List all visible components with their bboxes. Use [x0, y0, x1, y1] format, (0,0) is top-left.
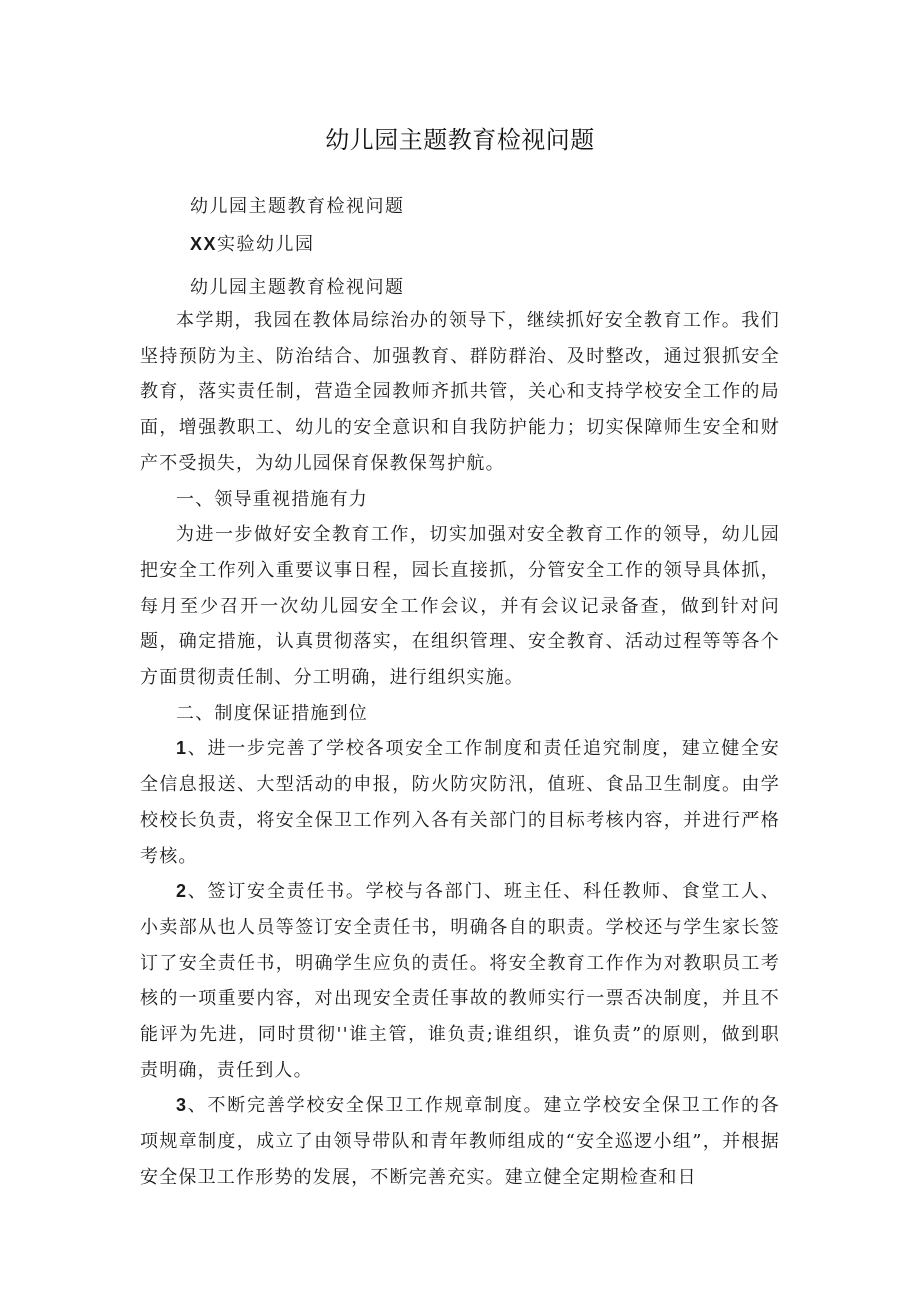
school-name [190, 230, 315, 256]
paragraph-item-2 [140, 874, 780, 1088]
subtitle-repeat: 幼儿园主题教育检视问题 [190, 277, 405, 298]
item-text-3: 、不断完善学校安全保卫工作规章制度。建立学校安全保卫工作的各项规章制度，成立了由领导带队和青年教师组成的“安全巡逻小组”，并根据安全保卫工作形势的发展，不断完善充实。建立健全定期检查和日 [140, 1095, 780, 1188]
item-number-3: 3 [176, 1095, 188, 1116]
school-name-rest: 实验幼儿园 [217, 234, 315, 255]
subtitle-heading: 幼儿园主题教育检视问题 [190, 196, 405, 217]
paragraph-item-3 [140, 1088, 780, 1195]
school-name-prefix: XX [190, 234, 218, 254]
document-title: 幼儿园主题教育检视问题 [325, 126, 595, 154]
section-heading-2: 二、制度保证措施到位 [176, 702, 368, 724]
item-text-2: 、签订安全责任书。学校与各部门、班主任、科任教师、食堂工人、小卖部从也人员等签订安全责任书，明确各自的职责。学校还与学生家长签订了安全责任书，明确学生应负的责任。将安全教育工作作为对教职员工考核的一项重要内容，对出现安全责任事故的教师实行一票否决制度，并且不能评为先进，同时贯彻''谁主管，谁负责;谁组织，谁负责”的原则，做到职责明确，责任到人。 [140, 881, 780, 1081]
document-body [140, 303, 780, 1196]
paragraph-intro: 本学期，我园在教体局综治办的领导下，继续抓好安全教育工作。我们坚持预防为主、防治结合、加强教育、群防群治、及时整改，通过狠抓安全教育，落实责任制，营造全园教师齐抓共管，关心和支持学校安全工作的局面，增强教职工、幼儿的安全意识和自我防护能力；切实保障师生安全和财产不受损失，为幼儿园保育保教保驾护航。 [140, 310, 780, 474]
paragraph-item-1 [140, 731, 780, 874]
item-number-2: 2 [176, 881, 188, 902]
item-number-1: 1 [176, 738, 188, 759]
section-heading-1: 一、领导重视措施有力 [176, 488, 368, 510]
item-text-1: 、进一步完善了学校各项安全工作制度和责任追究制度，建立健全安全信息报送、大型活动的申报，防火防灾防汛，值班、食品卫生制度。由学校校长负责，将安全保卫工作列入各有关部门的目标考核内容，并进行严格考核。 [140, 738, 780, 867]
paragraph-leadership: 为进一步做好安全教育工作，切实加强对安全教育工作的领导，幼儿园把安全工作列入重要议事日程，园长直接抓，分管安全工作的领导具体抓，每月至少召开一次幼儿园安全工作会议，并有会议记录备查，做到针对问题，确定措施，认真贯彻落实，在组织管理、安全教育、活动过程等等各个方面贯彻责任制、分工明确，进行组织实施。 [140, 524, 780, 689]
